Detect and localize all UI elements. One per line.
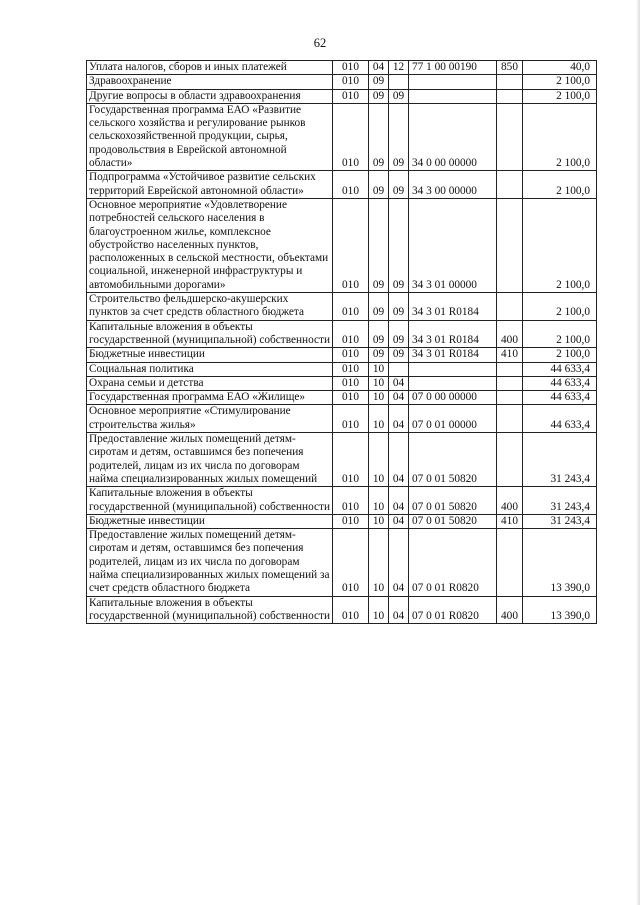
row-name: Подпрограмма «Устойчивое развитие сельских территорий Еврейской автономной области» [87,171,333,199]
table-row [87,171,597,199]
row-subsection-code: 04 [389,405,409,433]
row-name: Капитальные вложения в объекты государственной (муниципальной) собственности [87,320,333,348]
table-body [87,61,597,624]
row-ved-code: 010 [333,376,369,390]
row-section-code: 10 [369,391,389,405]
row-section-code: 10 [369,376,389,390]
row-expense-type-code: 410 [497,348,523,362]
row-name: Охрана семьи и детства [87,376,333,390]
row-amount: 2 100,0 [523,198,597,292]
table-row [87,103,597,170]
row-target-article-code: 34 3 00 00000 [409,171,497,199]
row-section-code: 10 [369,596,389,624]
row-expense-type-code: 400 [497,320,523,348]
row-amount: 2 100,0 [523,348,597,362]
row-expense-type-code [497,362,523,376]
row-section-code: 09 [369,293,389,321]
row-section-code: 10 [369,405,389,433]
row-amount: 31 243,4 [523,514,597,528]
row-target-article-code: 07 0 01 R0820 [409,596,497,624]
row-ved-code: 010 [333,596,369,624]
row-expense-type-code [497,293,523,321]
table-row [87,529,597,596]
row-expense-type-code [497,171,523,199]
row-expense-type-code [497,391,523,405]
row-name: Предоставление жилых помещений детям-сиротам и детям, оставшимся без попечения родителей, лицам из их числа по договорам найма специализированных жилых помещений [87,433,333,487]
row-section-code: 09 [369,103,389,170]
row-ved-code: 010 [333,362,369,376]
row-section-code: 10 [369,362,389,376]
row-target-article-code: 34 3 01 R0184 [409,320,497,348]
row-amount: 2 100,0 [523,320,597,348]
row-target-article-code: 34 3 01 00000 [409,198,497,292]
row-ved-code: 010 [333,75,369,89]
row-target-article-code: 34 0 00 00000 [409,103,497,170]
row-amount: 13 390,0 [523,596,597,624]
row-subsection-code: 04 [389,433,409,487]
row-section-code: 09 [369,171,389,199]
table-row [87,61,597,75]
table-row [87,487,597,515]
row-expense-type-code [497,89,523,103]
row-name: Здравоохранение [87,75,333,89]
row-ved-code: 010 [333,89,369,103]
row-subsection-code [389,362,409,376]
row-expense-type-code: 410 [497,514,523,528]
row-ved-code: 010 [333,320,369,348]
row-section-code: 10 [369,529,389,596]
row-name: Основное мероприятие «Стимулирование строительства жилья» [87,405,333,433]
row-ved-code: 010 [333,405,369,433]
row-target-article-code: 34 3 01 R0184 [409,348,497,362]
table-row [87,293,597,321]
row-subsection-code: 09 [389,293,409,321]
row-target-article-code: 07 0 01 R0820 [409,529,497,596]
scan-edge [636,0,640,905]
row-subsection-code: 09 [389,348,409,362]
row-subsection-code: 04 [389,487,409,515]
row-amount: 2 100,0 [523,171,597,199]
row-subsection-code: 04 [389,376,409,390]
row-section-code: 09 [369,320,389,348]
row-name: Капитальные вложения в объекты государственной (муниципальной) собственности [87,487,333,515]
row-amount: 44 633,4 [523,391,597,405]
table-row [87,514,597,528]
row-section-code: 09 [369,75,389,89]
row-expense-type-code [497,376,523,390]
row-subsection-code: 09 [389,171,409,199]
row-target-article-code: 07 0 01 50820 [409,514,497,528]
row-subsection-code: 09 [389,103,409,170]
table-row [87,362,597,376]
row-amount: 44 633,4 [523,376,597,390]
row-amount: 44 633,4 [523,362,597,376]
row-name: Строительство фельдшерско-акушерских пунктов за счет средств областного бюджета [87,293,333,321]
row-name: Бюджетные инвестиции [87,348,333,362]
row-expense-type-code: 400 [497,487,523,515]
table-row [87,75,597,89]
budget-table [86,60,597,624]
row-name: Капитальные вложения в объекты государственной (муниципальной) собственности [87,596,333,624]
row-target-article-code: 07 0 01 00000 [409,405,497,433]
row-amount: 44 633,4 [523,405,597,433]
row-name: Другие вопросы в области здравоохранения [87,89,333,103]
row-subsection-code: 09 [389,320,409,348]
row-ved-code: 010 [333,103,369,170]
row-amount: 2 100,0 [523,103,597,170]
row-expense-type-code [497,405,523,433]
row-target-article-code [409,362,497,376]
table-row [87,391,597,405]
row-amount: 2 100,0 [523,89,597,103]
row-amount: 31 243,4 [523,433,597,487]
row-section-code: 09 [369,198,389,292]
row-target-article-code [409,89,497,103]
row-ved-code: 010 [333,293,369,321]
row-name: Социальная политика [87,362,333,376]
row-subsection-code: 12 [389,61,409,75]
table-row [87,596,597,624]
table-row [87,89,597,103]
row-name: Государственная программа ЕАО «Развитие сельского хозяйства и регулирование рынков сельскохозяйственной продукции, сырья, продовольствия в Еврейской автономной области» [87,103,333,170]
row-subsection-code: 04 [389,391,409,405]
row-expense-type-code [497,75,523,89]
table-row [87,348,597,362]
row-expense-type-code: 850 [497,61,523,75]
row-subsection-code: 09 [389,198,409,292]
table-row [87,405,597,433]
row-target-article-code: 07 0 01 50820 [409,487,497,515]
row-ved-code: 010 [333,529,369,596]
row-target-article-code: 07 0 00 00000 [409,391,497,405]
row-amount: 13 390,0 [523,529,597,596]
row-subsection-code: 04 [389,596,409,624]
row-ved-code: 010 [333,171,369,199]
row-target-article-code: 34 3 01 R0184 [409,293,497,321]
row-expense-type-code [497,198,523,292]
row-ved-code: 010 [333,61,369,75]
row-name: Предоставление жилых помещений детям-сиротам и детям, оставшимся без попечения родителей, лицам из их числа по договорам найма специализированных жилых помещений за счет средств областного бюджета [87,529,333,596]
row-amount: 31 243,4 [523,487,597,515]
row-name: Основное мероприятие «Удовлетворение потребностей сельского населения в благоустроенном жилье, комплексное обустройство населенных пунктов, расположенных в сельской местности, объектами социальной, инженерной инфраструктуры и автомобильными дорогами» [87,198,333,292]
row-section-code: 10 [369,433,389,487]
row-name: Бюджетные инвестиции [87,514,333,528]
row-name: Государственная программа ЕАО «Жилище» [87,391,333,405]
row-amount: 40,0 [523,61,597,75]
row-section-code: 10 [369,487,389,515]
row-ved-code: 010 [333,391,369,405]
table-row [87,376,597,390]
row-section-code: 09 [369,89,389,103]
row-section-code: 04 [369,61,389,75]
row-ved-code: 010 [333,487,369,515]
row-subsection-code: 04 [389,514,409,528]
table-row [87,320,597,348]
row-expense-type-code [497,433,523,487]
row-amount: 2 100,0 [523,293,597,321]
page-number: 62 [313,36,327,50]
table-row [87,433,597,487]
row-section-code: 10 [369,514,389,528]
row-ved-code: 010 [333,348,369,362]
row-subsection-code: 04 [389,529,409,596]
row-subsection-code: 09 [389,89,409,103]
row-amount: 2 100,0 [523,75,597,89]
row-target-article-code: 07 0 01 50820 [409,433,497,487]
row-expense-type-code [497,529,523,596]
row-target-article-code [409,376,497,390]
table-row [87,198,597,292]
row-section-code: 09 [369,348,389,362]
row-ved-code: 010 [333,433,369,487]
row-target-article-code: 77 1 00 00190 [409,61,497,75]
row-target-article-code [409,75,497,89]
row-ved-code: 010 [333,198,369,292]
row-expense-type-code [497,103,523,170]
row-name: Уплата налогов, сборов и иных платежей [87,61,333,75]
row-expense-type-code: 400 [497,596,523,624]
row-ved-code: 010 [333,514,369,528]
row-subsection-code [389,75,409,89]
